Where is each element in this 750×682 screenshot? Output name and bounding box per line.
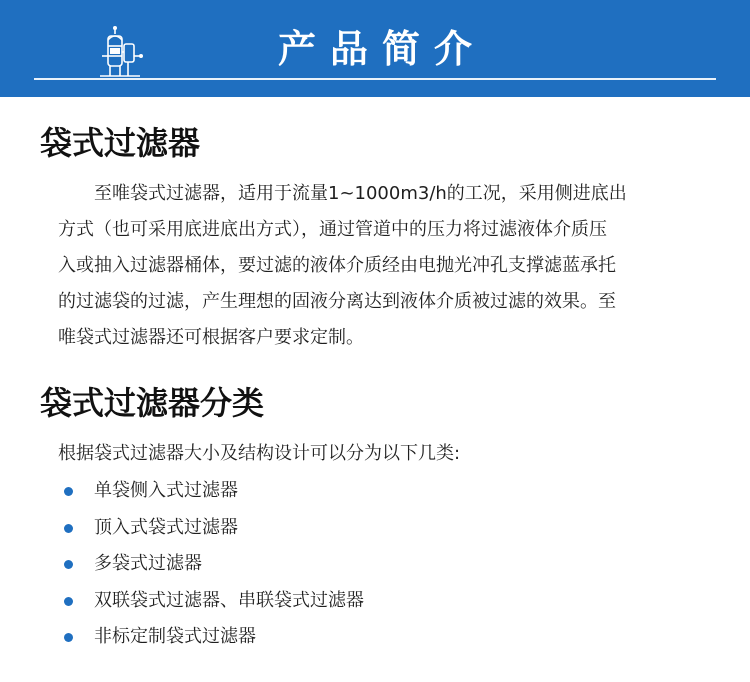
bullet-dot-icon bbox=[64, 633, 73, 642]
list-item-label: 双联袋式过滤器、串联袋式过滤器 bbox=[94, 589, 364, 611]
section-heading-bag-filter: 袋式过滤器 bbox=[40, 124, 201, 162]
classification-intro: 根据袋式过滤器大小及结构设计可以分为以下几类: bbox=[58, 443, 461, 464]
banner-title: 产品简介 bbox=[277, 27, 486, 71]
list-item-label: 多袋式过滤器 bbox=[94, 553, 202, 575]
bullet-dot-icon bbox=[64, 524, 73, 533]
section-heading-classification: 袋式过滤器分类 bbox=[40, 384, 265, 422]
list-item-label: 顶入式袋式过滤器 bbox=[94, 516, 238, 538]
list-item bbox=[58, 475, 364, 512]
list-item-label: 非标定制袋式过滤器 bbox=[94, 626, 256, 648]
description-line: 至唯袋式过滤器，适用于流量1~1000m3/h的工况，采用侧进底出 bbox=[94, 183, 627, 204]
list-item bbox=[58, 512, 364, 549]
description-line: 的过滤袋的过滤，产生理想的固液分离达到液体介质被过滤的效果。至 bbox=[58, 291, 616, 312]
banner-divider bbox=[34, 78, 716, 80]
bullet-dot-icon bbox=[64, 597, 73, 606]
classification-list bbox=[58, 475, 364, 658]
description-line: 入或抽入过滤器桶体，要过滤的液体介质经由电抛光冲孔支撑滤蓝承托 bbox=[58, 255, 616, 276]
list-item bbox=[58, 548, 364, 585]
description-line: 方式（也可采用底进底出方式），通过管道中的压力将过滤液体介质压 bbox=[58, 219, 607, 240]
list-item-label: 单袋侧入式过滤器 bbox=[94, 480, 238, 501]
list-item bbox=[58, 621, 364, 658]
bullet-dot-icon bbox=[64, 487, 73, 496]
list-item bbox=[58, 585, 364, 622]
title-banner bbox=[0, 0, 750, 97]
description-line: 唯袋式过滤器还可根据客户要求定制。 bbox=[58, 327, 364, 348]
bullet-dot-icon bbox=[64, 560, 73, 569]
product-description bbox=[58, 176, 698, 356]
